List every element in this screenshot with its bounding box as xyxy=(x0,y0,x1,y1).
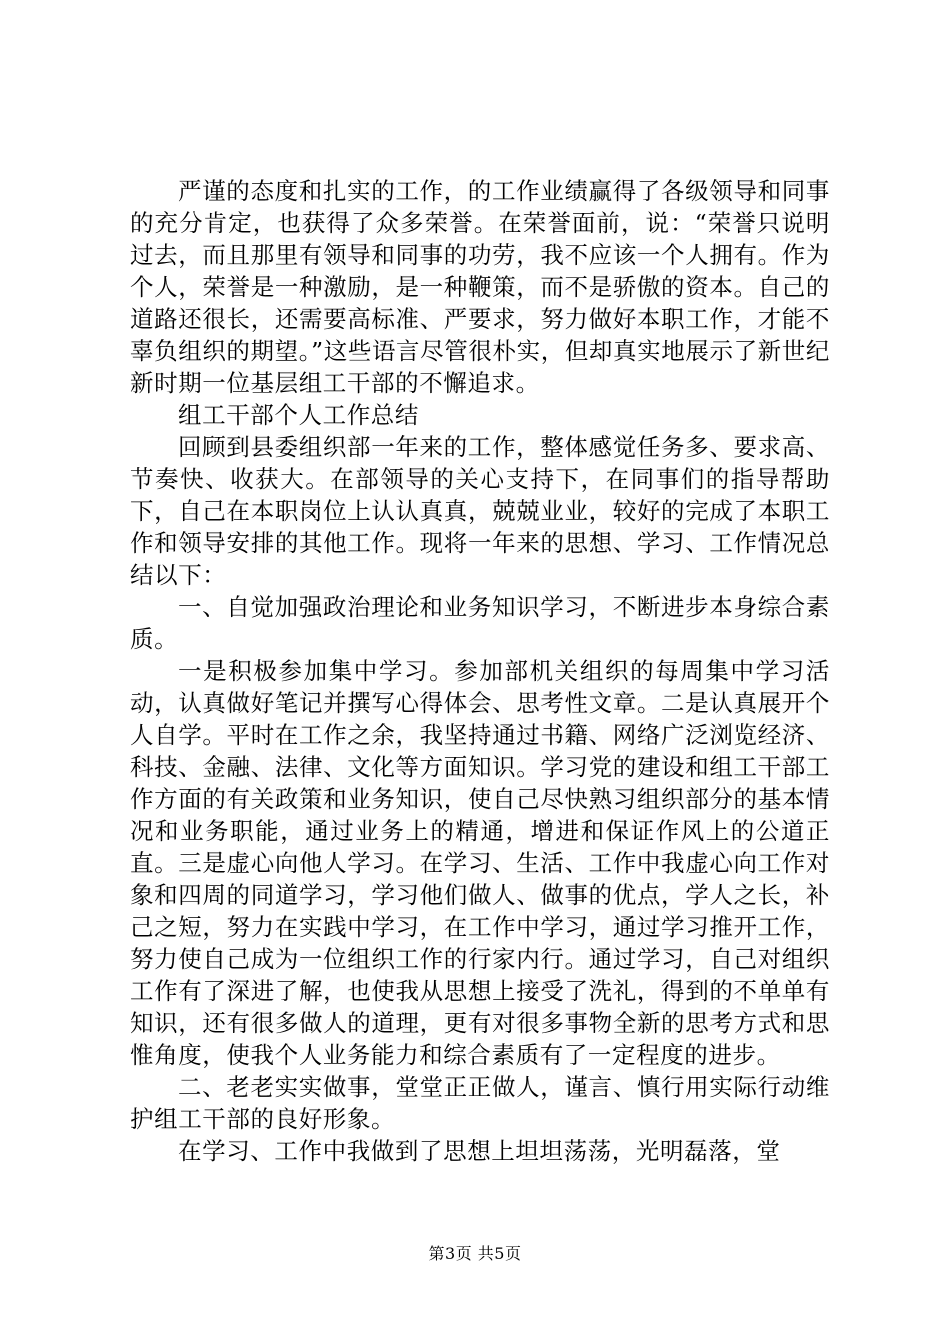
paragraph-conduct-partial: 在学习、工作中我做到了思想上坦坦荡荡，光明磊落，堂 xyxy=(178,1137,781,1165)
document-body xyxy=(130,175,830,1167)
heading-section-one: 一、自觉加强政治理论和业务知识学习，不断进步本身综合素质。 xyxy=(130,593,830,653)
section-title: 组工干部个人工作总结 xyxy=(178,401,419,429)
paragraph-review-intro: 回顾到县委组织部一年来的工作，整体感觉任务多、要求高、节奏快、收获大。在部领导的关心支持下，在同事们的指导帮助下，自己在本职岗位上认认真真，兢兢业业，较好的完成了本职工作和领导安排的其他工作。现将一年来的思想、学习、工作情况总结以下： xyxy=(130,433,830,589)
heading-section-two: 二、老老实实做事，堂堂正正做人，谨言、慎行用实际行动维护组工干部的良好形象。 xyxy=(130,1073,830,1133)
paragraph-honor-conclusion: 严谨的态度和扎实的工作，的工作业绩赢得了各级领导和同事的充分肯定，也获得了众多荣誉。在荣誉面前，说：“荣誉只说明过去，而且那里有领导和同事的功劳，我不应该一个人拥有。作为个人，荣誉是一种激励，是一种鞭策，而不是骄傲的资本。自己的道路还很长，还需要高标准、严要求，努力做好本职工作，才能不辜负组织的期望。”这些语言尽管很朴实，但却真实地展示了新世纪新时期一位基层组工干部的不懈追求。 xyxy=(130,177,830,397)
paragraph-study-details: 一是积极参加集中学习。参加部机关组织的每周集中学习活动，认真做好笔记并撰写心得体会、思考性文章。二是认真展开个人自学。平时在工作之余，我坚持通过书籍、网络广泛浏览经济、科技、金融、法律、文化等方面知识。学习党的建设和组工干部工作方面的有关政策和业务知识，使自己尽快熟习组织部分的基本情况和业务职能，通过业务上的精通，增进和保证作风上的公道正直。三是虚心向他人学习。在学习、生活、工作中我虚心向工作对象和四周的同道学习，学习他们做人、做事的优点，学人之长，补己之短，努力在实践中学习，在工作中学习，通过学习推开工作，努力使自己成为一位组织工作的行家内行。通过学习，自己对组织工作有了深进了解，也使我从思想上接受了洗礼，得到的不单单有知识，还有很多做人的道理，更有对很多事物全新的思考方式和思惟角度，使我个人业务能力和综合素质有了一定程度的进步。 xyxy=(130,657,830,1069)
page-number-footer: 第3页 共5页 xyxy=(428,1244,522,1263)
